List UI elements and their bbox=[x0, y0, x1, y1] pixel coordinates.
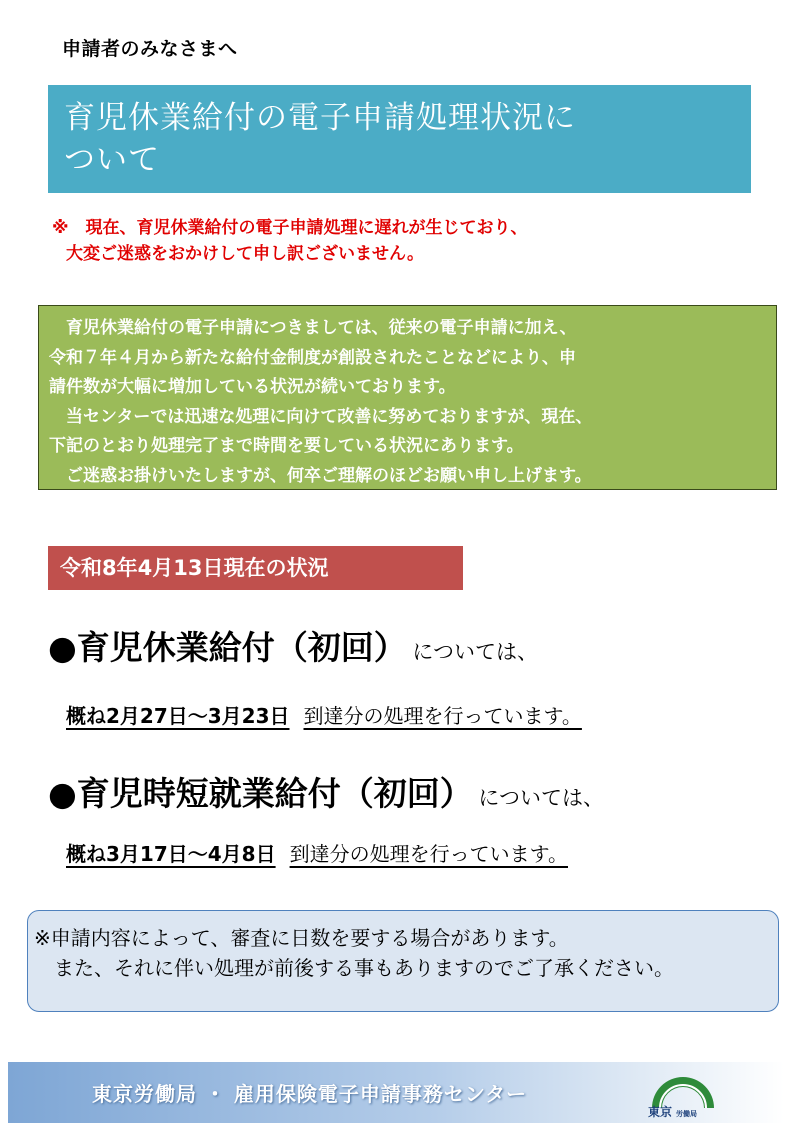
status-date-text: 令和8年4月13日現在の状況 bbox=[60, 556, 329, 580]
explanation-line: 下記のとおり処理完了まで時間を要している状況にあります。 bbox=[49, 436, 524, 456]
logo-text: 東京 bbox=[648, 1105, 673, 1119]
tokyo-labour-bureau-logo-icon bbox=[646, 1068, 720, 1120]
childcare-leave-suffix: については、 bbox=[412, 640, 538, 664]
note-line-1: ※申請内容によって、審査に日数を要する場合があります。 bbox=[34, 926, 569, 950]
shorter-hours-title: ●育児時短就業給付（初回） bbox=[48, 774, 473, 813]
childcare-leave-tail: 到達分の処理を行っています。 bbox=[303, 704, 582, 728]
status-date-label bbox=[48, 546, 463, 590]
explanation-line: 育児休業給付の電子申請につきましては、従来の電子申請に加え、 bbox=[49, 318, 577, 338]
childcare-leave-heading bbox=[48, 622, 538, 669]
explanation-line: 令和７年４月から新たな給付金制度が創設されたことなどにより、申 bbox=[49, 347, 576, 368]
childcare-leave-title: ●育児休業給付（初回） bbox=[48, 628, 407, 667]
shorter-hours-tail: 到達分の処理を行っています。 bbox=[289, 842, 568, 866]
note-box bbox=[27, 910, 779, 1012]
apology-notice bbox=[52, 215, 528, 267]
shorter-hours-period bbox=[66, 838, 568, 867]
explanation-line: 請件数が大幅に増加している状況が続いております。 bbox=[49, 377, 456, 397]
childcare-leave-range: 概ね2月27日～3月23日 bbox=[66, 704, 290, 728]
shorter-hours-range: 概ね3月17日～4月8日 bbox=[66, 842, 276, 866]
explanation-line: 当センターでは迅速な処理に向けて改善に努めておりますが、現在、 bbox=[49, 406, 593, 427]
title-line-2: ついて bbox=[64, 142, 160, 178]
logo-subtext: 労働局 bbox=[676, 1111, 697, 1118]
note-line-2: また、それに伴い処理が前後する事もありますのでご了承ください。 bbox=[34, 956, 674, 980]
footer-org-name: 東京労働局 ・ 雇用保険電子申請事務センター bbox=[92, 1082, 528, 1106]
title-line-1: 育児休業給付の電子申請処理状況に bbox=[64, 100, 576, 136]
apology-line-1: ※ 現在、育児休業給付の電子申請処理に遅れが生じており、 bbox=[52, 218, 528, 238]
greeting-text: 申請者のみなさまへ bbox=[62, 38, 238, 60]
shorter-hours-heading bbox=[48, 768, 604, 815]
title-banner bbox=[48, 85, 751, 193]
explanation-line: ご迷惑お掛けいたしますが、何卒ご理解のほどお願い申し上げます。 bbox=[49, 465, 592, 486]
shorter-hours-suffix: については、 bbox=[478, 786, 604, 810]
childcare-leave-period bbox=[50, 700, 582, 729]
explanation-box bbox=[38, 305, 777, 490]
apology-line-2: 大変ご迷惑をおかけして申し訳ございません。 bbox=[66, 244, 425, 264]
